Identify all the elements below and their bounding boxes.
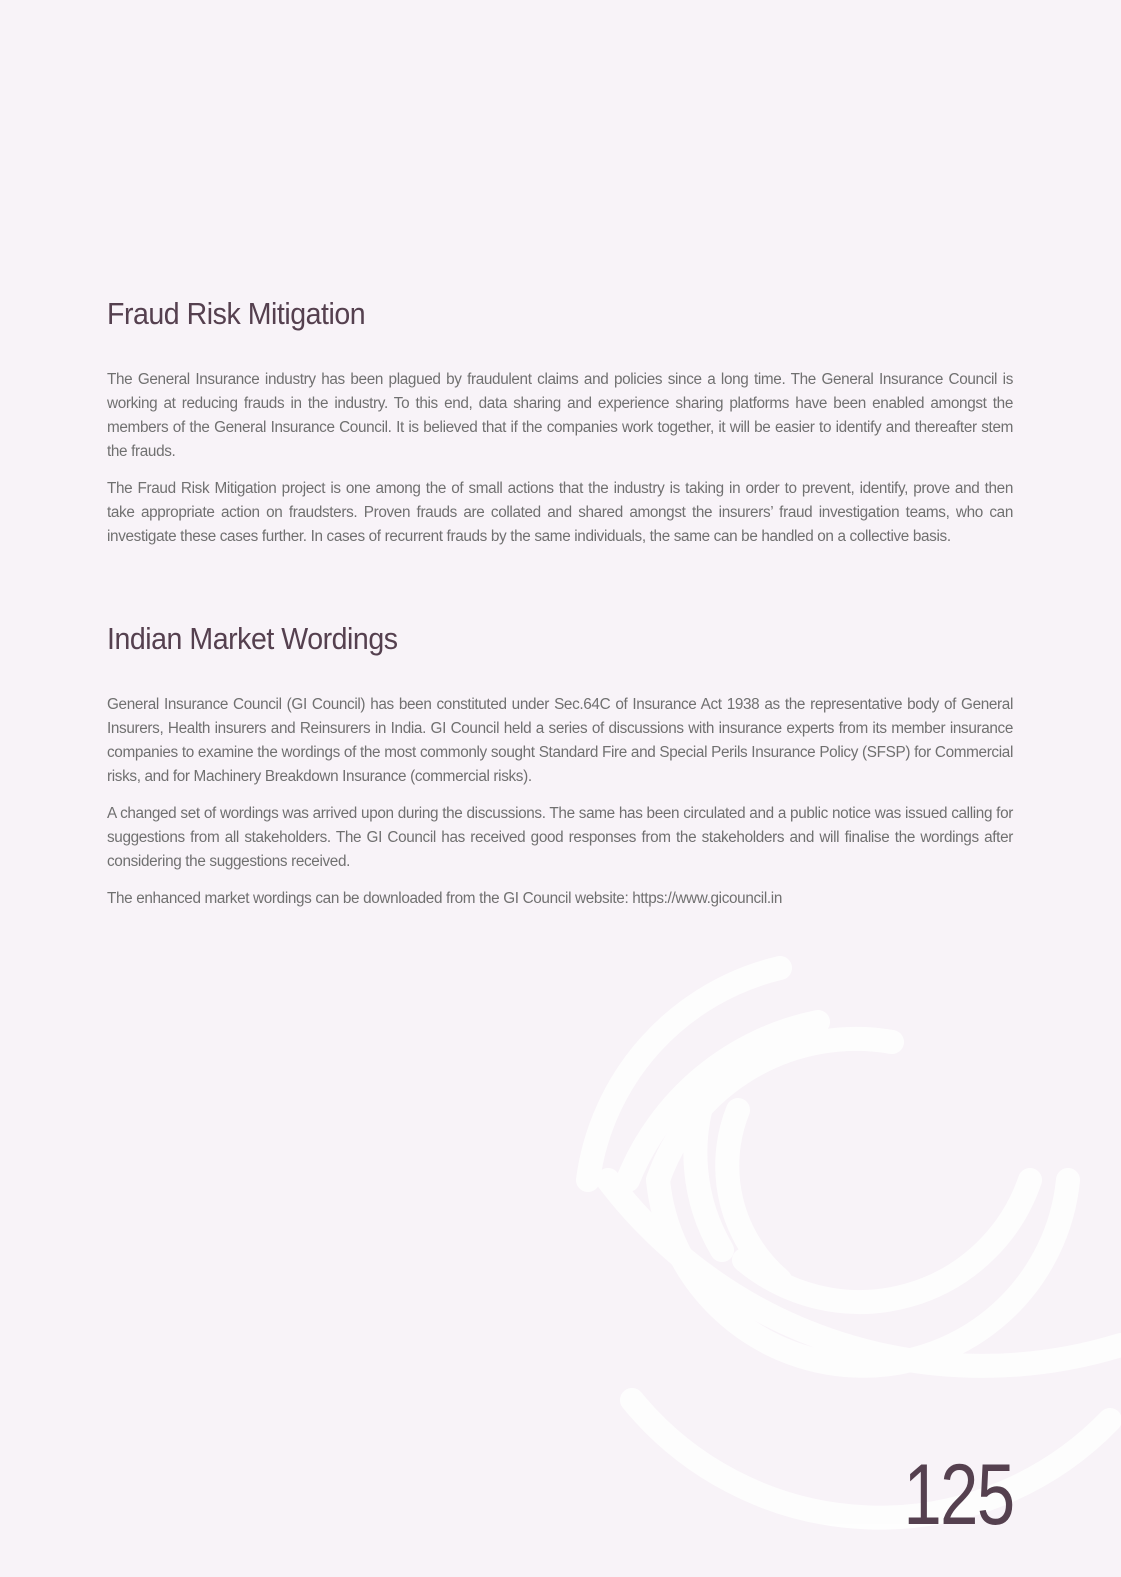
paragraph: The General Insurance industry has been plagued by fraudulent claims and policies since a long time. The General Insurance Council is working at reducing frauds in the industry. To this end, data sharing and experience sharing platforms have been enabled amongst the members of the General Insurance Council. It is believed that if the companies work together, it will be easier to identify and thereafter stem the frauds. (107, 370, 1013, 460)
decor-arc-2 (628, 1022, 818, 1180)
section-title: Fraud Risk Mitigation (107, 296, 366, 331)
paragraph: The Fraud Risk Mitigation project is one among the of small actions that the industry is taking in order to prevent, identify, prove and then take appropriate action on fraudsters. Proven frauds are collated and shared amongst the insurers’ fraud investigation teams, who can investigate these cases further. In cases of recurrent frauds by the same individuals, the same can be handled on a collective basis. (107, 479, 1013, 545)
section-indian-market-wordings (107, 620, 1013, 911)
decor-arc-3b (658, 1180, 1068, 1366)
main-content (107, 295, 1013, 924)
paragraph: A changed set of wordings was arrived upon during the discussions. The same has been circulated and a public notice was issued calling for suggestions from all stakeholders. The GI Council has received good responses from the stakeholders and will finalise the wordings after considering the suggestions received. (107, 804, 1013, 870)
decor-arc-4 (695, 1085, 722, 1250)
page-number: 125 (903, 1447, 1013, 1543)
paragraph: General Insurance Council (GI Council) has been constituted under Sec.64C of Insurance Act 1938 as the representative body of General Insurers, Health insurers and Reinsurers in India. GI Council held a series of discussions with insurance experts from its member insurance companies to examine the wordings of the most commonly sought Standard Fire and Special Perils Insurance Policy (SFSP) for Commercial risks, and for Machinery Breakdown Insurance (commercial risks). (107, 695, 1013, 785)
section-title: Indian Market Wordings (107, 620, 398, 656)
decor-arc-4b (744, 1180, 1030, 1302)
decor-arc-5 (727, 1110, 780, 1280)
section-fraud-risk-mitigation (107, 295, 1013, 549)
decor-arc-3 (658, 1039, 892, 1180)
website-paragraph: The enhanced market wordings can be downloaded from the GI Council website: https://www.gicouncil.in (107, 889, 782, 907)
decor-arc-1 (588, 968, 780, 1180)
decor-arc-2b (608, 1180, 1121, 1366)
decor-arc-1b (632, 1400, 1110, 1518)
